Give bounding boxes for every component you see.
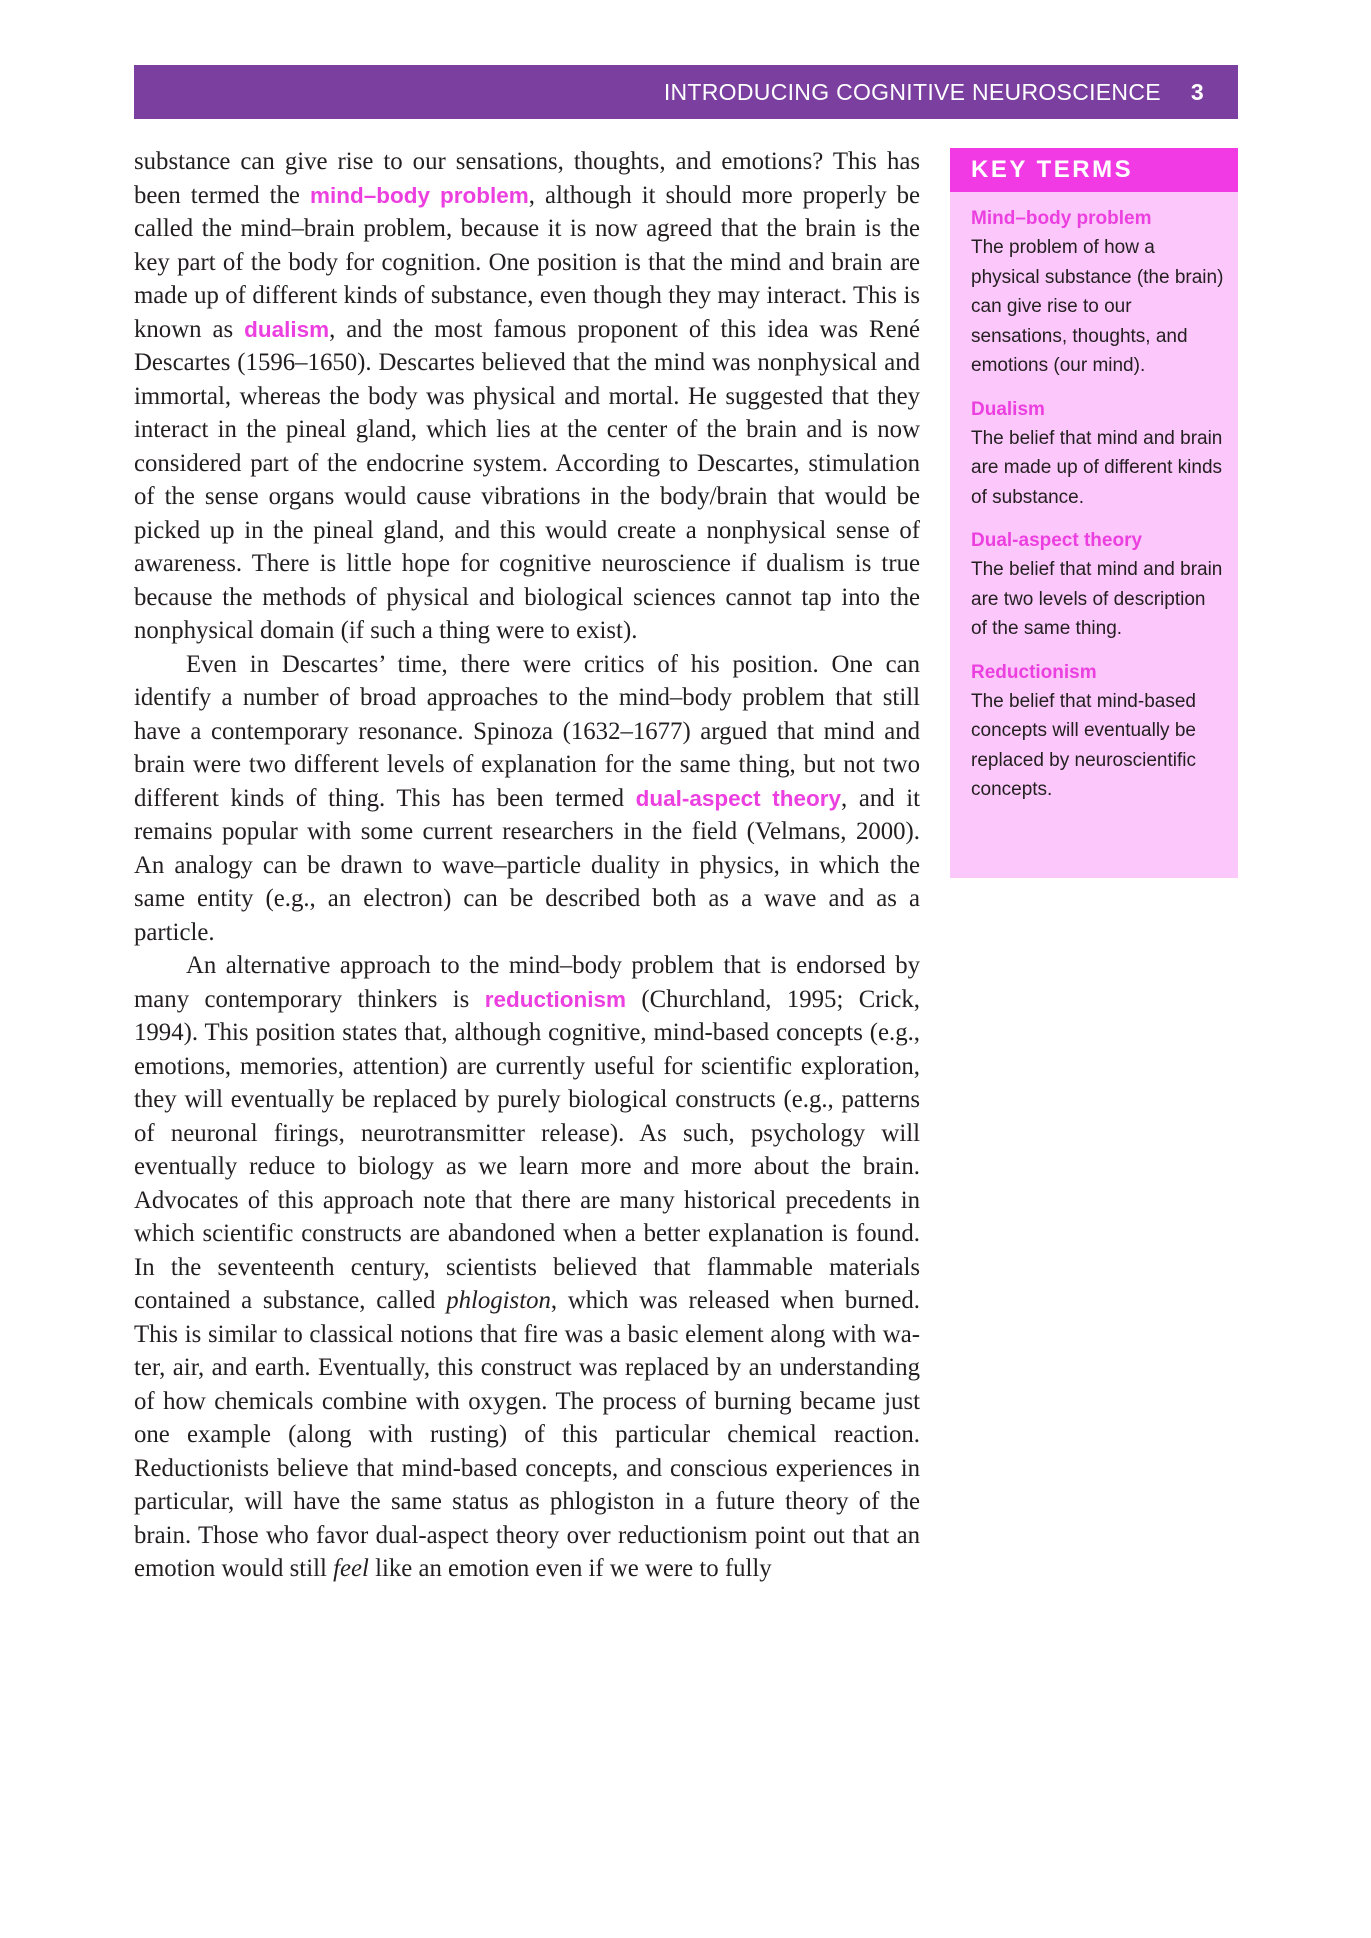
key-term-definition: The problem of how a physical substance (the brain) can give rise to our sensations, thoughts, and emotions (our mind).: [971, 237, 1224, 376]
paragraph-text: , which was released when burned. This is similar to classical notions that fire was a basic element along with water, air, and earth. Eventually, this construct was replaced by an understanding of how chemicals combine with oxygen. The process of burning became just one example (along with rusting) of this particular chemical reaction. Reductionists believe that mind-based concepts, and conscious experiences in particular, will have the same status as phlogiston in a future theory of the brain. Those who favor dual-aspect theory over reductionism point out that an emotion would still: [134, 1287, 920, 1582]
paragraph-text: , and it remains popular with some current researchers in the field (Velmans, 2000). An analogy can be drawn to wave–particle duality in physics, in which the same entity (e.g., an electron) can be described both as a wave and as a particle.: [134, 784, 920, 946]
key-term-title: Dualism: [971, 398, 1045, 420]
paragraph-text: An alternative approach to the mind–body problem that is endorsed by many contemporary thinkers is: [134, 952, 920, 1013]
running-header-title: INTRODUCING COGNITIVE NEUROSCIENCE: [663, 78, 1161, 105]
key-term-title: Reductionism: [971, 661, 1097, 683]
paragraph-text: (Churchland, 1995; Crick, 1994). This position states that, although cognitive, mind-based concepts (e.g., emotions, memories, attention) are currently useful for scientific exploration, they will eventually be replaced by purely biological constructs (e.g., patterns of neuronal firings, neurotransmitter release). As such, psychology will eventually reduce to biology as we learn more and more about the brain. Advocates of this approach note that there are many historical precedents in which scientific constructs are abandoned when a better explanation is found. In the seventeenth century, scientists believed that flammable materials contained a substance, called: [134, 985, 920, 1314]
key-terms-sidebar: [950, 148, 1238, 878]
paragraph-2: [134, 648, 920, 950]
key-terms-heading: KEY TERMS: [950, 148, 1238, 192]
key-term-title: Mind–body problem: [971, 208, 1152, 229]
key-term-entry: [971, 526, 1224, 644]
paragraph-text: substance can give rise to our sensations, thoughts, and emotions? This has been termed the: [134, 148, 920, 209]
paragraph-text: like an emotion even if we were to fully: [368, 1555, 772, 1582]
paragraph-text: Even in Descartes’ time, there were critics of his position. One can identify a number of broad approaches to the mind–body problem that still have a contemporary resonance. Spinoza (1632–1677) argued that mind and brain were two different levels of explanation for the same thing, but not two different kinds of thing. This has been termed: [134, 650, 920, 812]
paragraph-3: [134, 949, 920, 1586]
key-term-definition: The belief that mind-based concepts will eventually be replaced by neuroscientific concepts.: [971, 690, 1196, 800]
key-term-definition: The belief that mind and brain are two levels of description of the same thing.: [971, 559, 1223, 639]
key-term-dualism: dualism: [244, 316, 330, 342]
paragraph-text: , although it should more properly be called the mind–brain problem, because it is now agreed that the brain is the key part of the body for cognition. One position is that the mind and brain are made up of different kinds of substance, even though they may interact. This is known as: [134, 181, 920, 343]
running-header: [134, 65, 1238, 119]
key-term-dual-aspect-theory: dual-aspect theory: [635, 785, 842, 811]
key-term-mind-body-problem: mind–body problem: [309, 182, 529, 208]
italic-feel: feel: [333, 1555, 369, 1582]
key-term-title: Dual-aspect theory: [971, 530, 1143, 551]
key-term-definition: The belief that mind and brain are made up of different kinds of substance.: [971, 427, 1223, 508]
key-term-entry: [971, 658, 1224, 805]
key-term-reductionism: reductionism: [484, 986, 626, 1012]
paragraph-1: [134, 145, 920, 648]
key-term-entry: [971, 395, 1224, 513]
paragraph-text: , and the most famous proponent of this idea was René Descartes (1596–1650). Descartes believed that the mind was nonphysical and immortal, whereas the body was physical and mortal. He suggested that they interact in the pineal gland, which lies at the center of the brain and is now considered part of the endocrine system. According to Descartes, stimulation of the sense organs would cause vibrations in the body/brain that would be picked up in the pineal gland, and this would create a nonphysical sense of awareness. There is little hope for cognitive neuroscience if dualism is true because the methods of physical and biological sciences cannot tap into the nonphysical domain (if such a thing were to exist).: [134, 315, 921, 644]
italic-phlogiston: phlogiston: [446, 1287, 551, 1314]
main-text-column: [134, 145, 920, 1586]
page-number: 3: [1190, 78, 1204, 105]
key-term-entry: [971, 204, 1224, 381]
key-terms-list: [950, 192, 1238, 805]
